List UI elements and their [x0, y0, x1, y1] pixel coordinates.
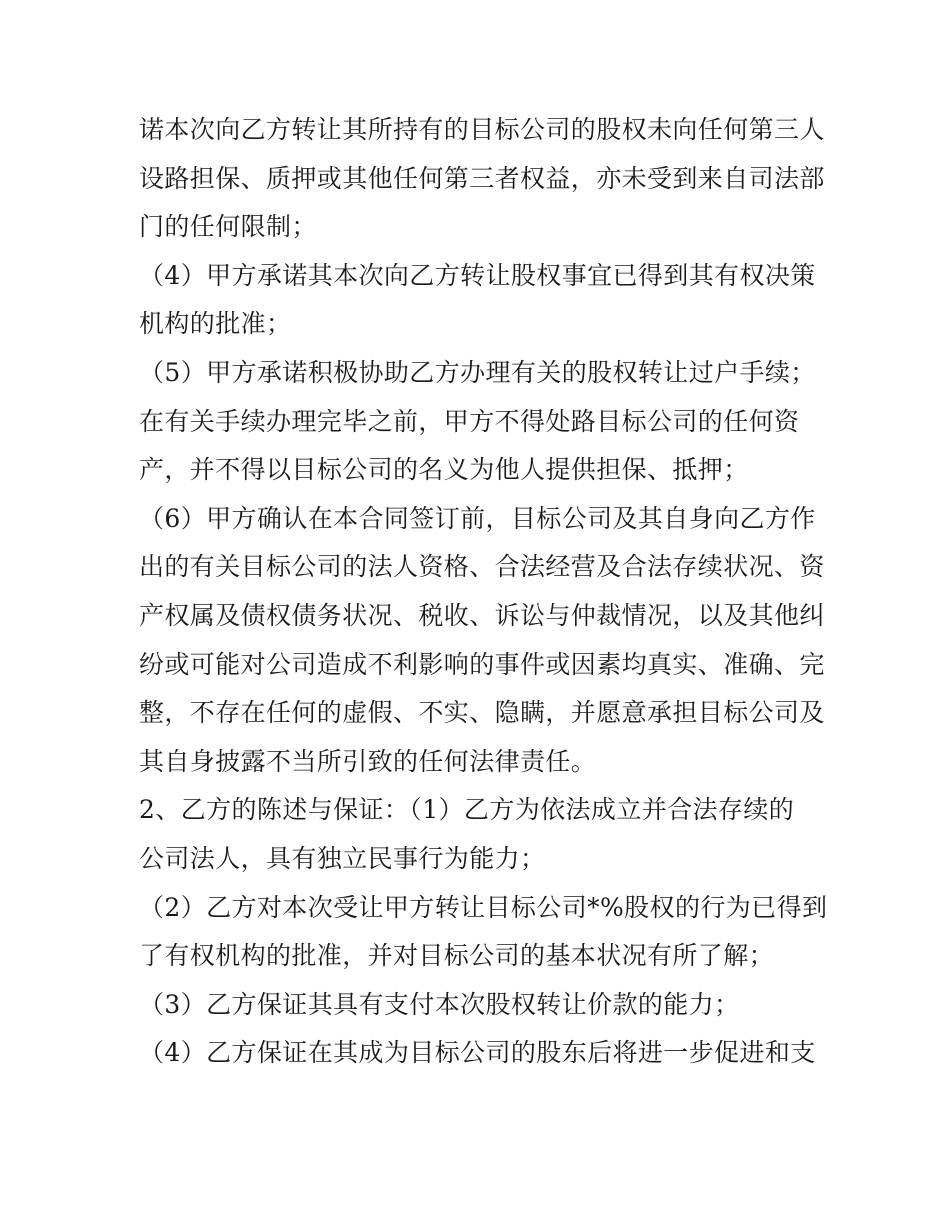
text-line: （4）甲方承诺其本次向乙方转让股权事宜已得到其有权决策 — [139, 260, 816, 290]
text-line: 设路担保、质押或其他任何第三者权益，亦未受到来自司法部 — [139, 163, 825, 193]
text-line: 机构的批准； — [139, 309, 292, 339]
text-line: 在有关手续办理完毕之前，甲方不得处路目标公司的任何资 — [139, 406, 800, 436]
text-line: （3）乙方保证其具有支付本次股权转让价款的能力； — [139, 989, 740, 1019]
text-line: （2）乙方对本次受让甲方转让目标公司*%股权的行为已得到 — [139, 892, 828, 922]
text-line: 门的任何限制； — [139, 212, 317, 242]
text-line: 公司法人，具有独立民事行为能力； — [139, 843, 546, 873]
text-line: 产，并不得以目标公司的名义为他人提供担保、抵押； — [139, 455, 749, 485]
text-line: 整，不存在任何的虚假、不实、隐瞒，并愿意承担目标公司及 — [139, 698, 825, 728]
text-line: 2、乙方的陈述与保证：（1）乙方为依法成立并合法存续的 — [139, 795, 795, 825]
document-body — [139, 106, 829, 1078]
text-line: （6）甲方确认在本合同签订前，目标公司及其自身向乙方作 — [139, 503, 816, 533]
text-line: 产权属及债权债务状况、税收、诉讼与仲裁情况，以及其他纠 — [139, 600, 825, 630]
text-line: （4）乙方保证在其成为目标公司的股东后将进一步促进和支 — [139, 1038, 816, 1068]
text-line: （5）甲方承诺积极协助乙方办理有关的股权转让过户手续； — [139, 357, 816, 387]
text-line: 其自身披露不当所引致的任何法律责任。 — [139, 746, 597, 776]
text-line: 出的有关目标公司的法人资格、合法经营及合法存续状况、资 — [139, 552, 825, 582]
text-line: 了有权机构的批准，并对目标公司的基本状况有所了解； — [139, 941, 775, 971]
text-line: 纷或可能对公司造成不利影响的事件或因素均真实、准确、完 — [139, 649, 825, 679]
text-line: 诺本次向乙方转让其所持有的目标公司的股权未向任何第三人 — [139, 115, 825, 144]
